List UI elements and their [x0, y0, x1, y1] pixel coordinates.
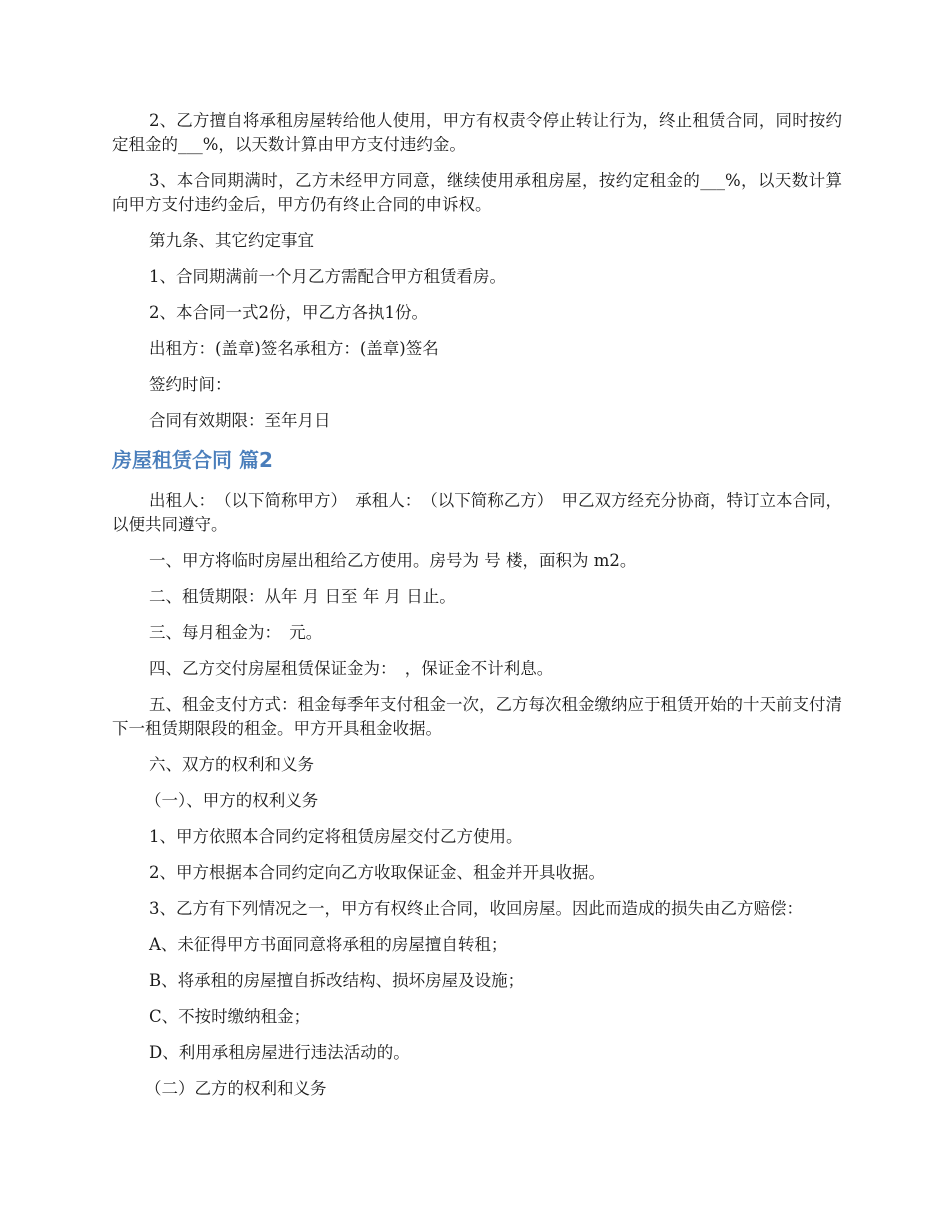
paragraph-penalty-overstay: 3、本合同期满时，乙方未经甲方同意，继续使用承租房屋，按约定租金的___%，以天数计算向甲方支付违约金后，甲方仍有终止合同的申诉权。 — [112, 171, 842, 214]
landlord-item-1: 1、甲方依照本合同约定将租赁房屋交付乙方使用。 — [149, 827, 523, 846]
section-heading: 房屋租赁合同 篇2 — [112, 448, 273, 472]
subsection-tenant: （二）乙方的权利和义务 — [145, 1079, 327, 1098]
clause-six: 六、双方的权利和义务 — [149, 755, 314, 774]
signing-date: 签约时间： — [149, 375, 232, 394]
paragraph-copies: 2、本合同一式2份，甲乙方各执1份。 — [149, 303, 428, 322]
article-nine-title: 第九条、其它约定事宜 — [149, 231, 314, 250]
subsection-landlord: （一）、甲方的权利义务 — [145, 791, 319, 810]
clause-five: 五、租金支付方式：租金每季年支付租金一次，乙方每次租金缴纳应于租赁开始的十天前支付清下一租赁期限段的租金。甲方开具租金收据。 — [112, 695, 842, 738]
clause-two: 二、租赁期限：从年 月 日至 年 月 日止。 — [149, 587, 456, 606]
condition-a: A、未征得甲方书面同意将承租的房屋擅自转租； — [149, 935, 508, 954]
paragraph-parties: 出租人： （以下简称甲方） 承租人： （以下简称乙方） 甲乙双方经充分协商，特订立本合同，以便共同遵守。 — [112, 491, 842, 534]
paragraph-viewing: 1、合同期满前一个月乙方需配合甲方租赁看房。 — [149, 267, 506, 286]
clause-three: 三、每月租金为： 元。 — [149, 623, 323, 642]
document-content — [112, 109, 842, 1113]
paragraph-penalty-transfer: 2、乙方擅自将承租房屋转给他人使用，甲方有权责令停止转让行为，终止租赁合同，同时按约定租金的___%，以天数计算由甲方支付违约金。 — [112, 111, 842, 154]
signature-line: 出租方：(盖章)签名承租方：(盖章)签名 — [149, 339, 439, 358]
condition-d: D、利用承租房屋进行违法活动的。 — [149, 1043, 410, 1062]
landlord-item-2: 2、甲方根据本合同约定向乙方收取保证金、租金并开具收据。 — [149, 863, 605, 882]
clause-one: 一、甲方将临时房屋出租给乙方使用。房号为 号 楼，面积为 m2。 — [149, 551, 637, 570]
condition-c: C、不按时缴纳租金； — [149, 1007, 311, 1026]
landlord-item-3: 3、乙方有下列情况之一，甲方有权终止合同，收回房屋。因此而造成的损失由乙方赔偿： — [149, 899, 803, 918]
condition-b: B、将承租的房屋擅自拆改结构、损坏房屋及设施； — [149, 971, 525, 990]
validity-period: 合同有效期限：至年月日 — [149, 411, 331, 430]
clause-four: 四、乙方交付房屋租赁保证金为： ，保证金不计利息。 — [149, 659, 554, 678]
